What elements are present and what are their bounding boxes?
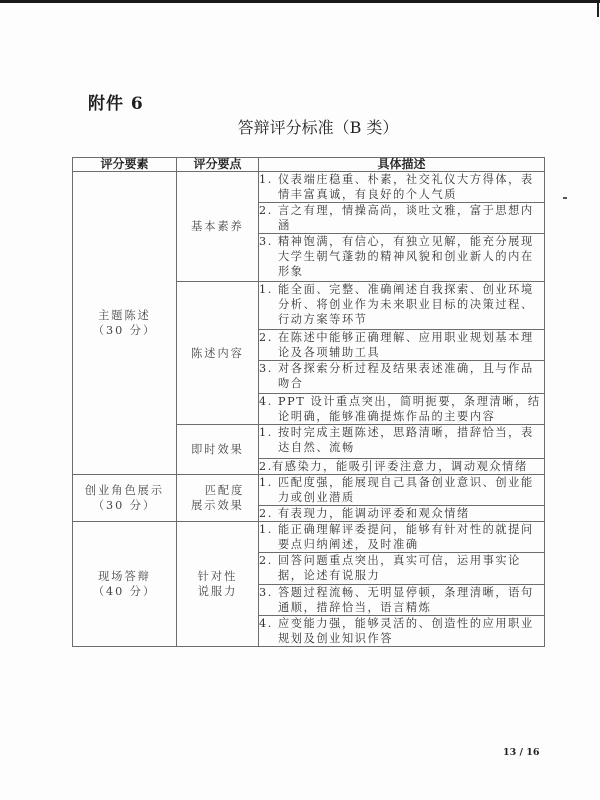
item-number: 2.	[259, 460, 273, 473]
item-number: 2.	[259, 204, 273, 217]
scan-edge-mark	[597, 3, 599, 17]
table-row	[73, 172, 545, 203]
element-name: 现场答辩	[98, 570, 151, 583]
scan-edge	[0, 0, 600, 3]
element-name: 主题陈述	[98, 309, 151, 322]
attachment-label: 附件 6	[88, 94, 144, 114]
item-text: 有表现力，能调动评委和观众情绪	[278, 507, 470, 520]
item-text: 在陈述中能够正确理解、应用职业规划基本理论及各项辅助工具	[278, 331, 534, 359]
header-description: 具体描述	[259, 158, 545, 172]
description-cell	[259, 282, 545, 330]
item-number: 4.	[259, 395, 273, 408]
description-cell	[259, 616, 545, 647]
document-title: 答辩评分标准（B 类）	[237, 118, 399, 137]
description-cell	[259, 361, 545, 394]
item-number: 1.	[259, 476, 273, 489]
description-cell	[259, 203, 545, 234]
item-number: 3.	[259, 586, 273, 599]
item-text: 精神饱满，有信心，有独立见解，能充分展现大学生朝气蓬勃的精神风貌和创业新人的内在形象	[278, 235, 534, 278]
item-text: 匹配度强，能展现自己具备创业意识、创业能力或创业潜质	[278, 476, 534, 504]
item-text: 答题过程流畅、无明显停顿，条理清晰，语句通顺，措辞恰当，语言精炼	[278, 586, 534, 614]
page-number: 13 / 16	[503, 747, 540, 758]
item-text: 仪表端庄稳重、朴素，社交礼仪大方得体，表情丰富真诚，有良好的个人气质	[278, 173, 534, 201]
item-text: 有感染力，能吸引评委注意力，调动观众情绪	[272, 460, 528, 473]
item-number: 4.	[259, 617, 273, 630]
description-cell	[259, 553, 545, 585]
item-number: 2.	[259, 331, 273, 344]
description-cell	[259, 475, 545, 506]
item-number: 2.	[259, 507, 273, 520]
element-score: （30 分）	[92, 324, 157, 337]
item-text: PPT 设计重点突出，简明扼要，条理清晰，结论明确，能够准确提炼作品的主要内容	[278, 395, 541, 423]
item-number: 3.	[259, 362, 273, 375]
description-cell	[259, 459, 545, 475]
table-row	[73, 475, 545, 506]
point-name-line1: 匹配度	[204, 484, 245, 497]
point-name-line2: 说服力	[197, 585, 238, 598]
point-name-line2: 展示效果	[191, 499, 244, 512]
element-cell-live-defense	[73, 522, 177, 647]
element-name: 创业角色展示	[84, 484, 165, 497]
item-number: 1.	[259, 173, 273, 186]
table-row	[73, 522, 545, 553]
item-number: 1.	[259, 523, 273, 536]
item-number: 3.	[259, 235, 273, 248]
description-cell	[259, 585, 545, 616]
point-name-line1: 针对性	[197, 570, 238, 583]
element-score: （30 分）	[92, 499, 157, 512]
description-cell	[259, 506, 545, 522]
item-text: 回答问题重点突出，真实可信，运用事实论据，论述有说服力	[278, 554, 521, 582]
table-header-row	[73, 158, 545, 172]
item-text: 言之有理，情操高尚，谈吐文雅，富于思想内涵	[278, 204, 534, 232]
description-cell	[259, 394, 545, 425]
scan-speck	[563, 197, 567, 199]
element-cell-theme-presentation	[73, 172, 177, 475]
item-number: 1.	[259, 283, 273, 296]
description-cell	[259, 522, 545, 553]
element-score: （40 分）	[92, 585, 157, 598]
scoring-rubric-table	[72, 157, 545, 647]
point-cell-relevance-persuasiveness	[177, 522, 259, 647]
header-scoring-point: 评分要点	[177, 158, 259, 172]
description-cell	[259, 330, 545, 361]
element-cell-entrepreneur-role	[73, 475, 177, 522]
point-cell-presentation-content: 陈述内容	[177, 282, 259, 425]
item-number: 2.	[259, 554, 273, 567]
point-cell-immediate-effect: 即时效果	[177, 425, 259, 475]
item-text: 按时完成主题陈述，思路清晰，措辞恰当，表达自然、流畅	[278, 426, 534, 454]
item-text: 对各探索分析过程及结果表述准确，且与作品吻合	[278, 362, 534, 390]
description-cell	[259, 234, 545, 282]
point-cell-match-display	[177, 475, 259, 522]
point-cell-basic-quality: 基本素养	[177, 172, 259, 282]
item-text: 能正确理解评委提问，能够有针对性的就提问要点归纳阐述，及时准确	[278, 523, 534, 551]
header-scoring-element: 评分要素	[73, 158, 177, 172]
item-text: 应变能力强，能够灵活的、创造性的应用职业规划及创业知识作答	[278, 617, 534, 645]
description-cell	[259, 172, 545, 203]
item-text: 能全面、完整、准确阐述自我探索、创业环境分析、将创业作为未来职业目标的决策过程、行动方案等环节	[278, 283, 534, 326]
item-number: 1.	[259, 426, 273, 439]
description-cell	[259, 425, 545, 459]
